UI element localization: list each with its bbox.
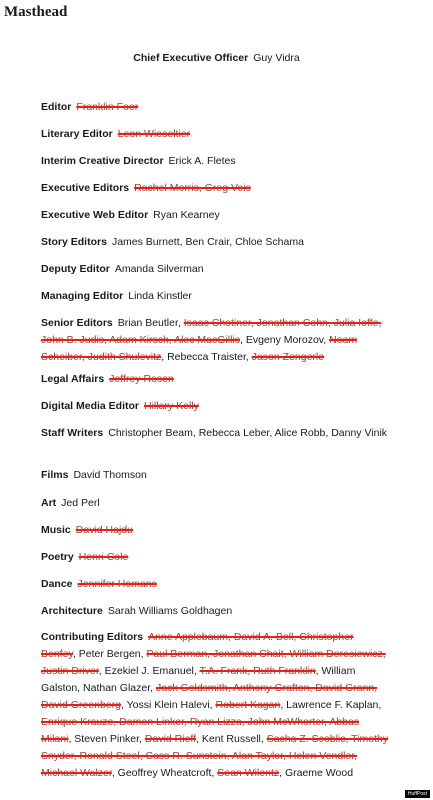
- entry-name: Brian Beutler,: [117, 317, 184, 329]
- entry-name: James Burnett, Ben Crair, Chloe Schama: [111, 236, 304, 248]
- struck-name: Isaac Chotiner, Jonathan Cohn, Julia Ioffe, John B. Judis, Adam Kirsch, Alec MacGillis: [41, 317, 382, 346]
- struck-name: Sean Wilentz: [217, 767, 280, 779]
- ceo-line: [0, 52, 433, 64]
- struck-name: T.A. Frank, Ruth Franklin: [199, 665, 316, 677]
- entry-role: Staff Writers: [41, 427, 104, 439]
- masthead-entry: [41, 467, 391, 484]
- struck-name: Enrique Krauze, Damon Linker, Ryan Lizza, John McWhorter, Abbas Milani: [41, 716, 360, 745]
- ceo-name: Guy Vidra: [253, 52, 300, 64]
- entry-name: , Geoffrey Wheatcroft,: [111, 767, 218, 779]
- entry-role: Legal Affairs: [41, 373, 105, 385]
- entry-name: , Kent Russell,: [196, 733, 267, 745]
- entry-name: , Peter Bergen,: [72, 648, 147, 660]
- masthead-entry: [41, 371, 391, 388]
- struck-name: Sacha Z. Scoblic, Timothy Snyder, Ronald Steel, Cass R. Sunstein, Alan Taylor, Helen Vendler, Michael Walzer: [41, 733, 389, 779]
- masthead-entry: [41, 522, 391, 539]
- masthead-entry: [41, 425, 391, 442]
- struck-name: Paul Berman, Jonathan Chait, William Deresiewicz, Justin Driver: [41, 648, 386, 677]
- struck-name: Jason Zengerle: [251, 351, 325, 363]
- entry-role: Contributing Editors: [41, 631, 144, 643]
- entry-role: Editor: [41, 101, 72, 113]
- masthead-entry: [41, 603, 391, 620]
- entry-name: , Graeme Wood: [279, 767, 354, 779]
- masthead-entry: [41, 495, 391, 512]
- entry-role: Senior Editors: [41, 317, 113, 329]
- entry-name: Ryan Kearney: [153, 209, 220, 221]
- struck-name: Leon Wieseltier: [117, 128, 191, 140]
- entry-role: Poetry: [41, 551, 74, 563]
- entry-name: Jed Perl: [61, 497, 100, 509]
- masthead-entry: [41, 234, 391, 251]
- masthead-entry: [41, 261, 391, 278]
- entry-name: , Yossi Klein Halevi,: [120, 699, 216, 711]
- masthead-entry: [41, 549, 391, 566]
- entry-name: , Lawrence F. Kaplan,: [280, 699, 382, 711]
- masthead-entry: [41, 153, 391, 170]
- entry-role: Executive Web Editor: [41, 209, 149, 221]
- masthead-entry: [41, 398, 391, 415]
- entry-name: , William Galston, Nathan Glazer,: [41, 665, 356, 694]
- struck-name: David Rieff: [144, 733, 197, 745]
- entry-role: Literary Editor: [41, 128, 113, 140]
- struck-name: Noam Scheiber, Judith Shulevitz: [41, 334, 358, 363]
- entry-name: , Rebecca Traister,: [161, 351, 252, 363]
- masthead-entry: [41, 126, 391, 143]
- entry-name: Sarah Williams Goldhagen: [107, 605, 233, 617]
- struck-name: Rachel Morris, Greg Veis: [134, 182, 251, 194]
- entry-role: Interim Creative Director: [41, 155, 164, 167]
- masthead-entry: [41, 99, 391, 116]
- masthead-entry: [41, 315, 391, 366]
- entry-role: Digital Media Editor: [41, 400, 140, 412]
- struck-name: Robert Kagan: [215, 699, 281, 711]
- entry-role: Deputy Editor: [41, 263, 110, 275]
- struck-name: Franklin Foer: [76, 101, 139, 113]
- struck-name: Jennifer Homans: [77, 578, 157, 590]
- entry-name: Erick A. Fletes: [168, 155, 236, 167]
- entry-name: Christopher Beam, Rebecca Leber, Alice Robb, Danny Vinik: [108, 427, 388, 439]
- entry-name: David Thomson: [73, 469, 147, 481]
- entry-role: Films: [41, 469, 69, 481]
- entry-name: , Ezekiel J. Emanuel,: [98, 665, 200, 677]
- masthead-entry: [41, 207, 391, 224]
- struck-name: Jack Goldsmith, Anthony Grafton, David Grann, David Greenberg: [41, 682, 378, 711]
- entry-name: , Steven Pinker,: [68, 733, 145, 745]
- entry-name: Linda Kinstler: [128, 290, 192, 302]
- masthead-entry: [41, 576, 391, 593]
- entry-role: Story Editors: [41, 236, 107, 248]
- entry-role: Managing Editor: [41, 290, 124, 302]
- page-title: Masthead: [4, 4, 68, 20]
- entry-name: , Evgeny Morozov,: [240, 334, 330, 346]
- struck-name: Anne Applebaum, David A. Bell, Christopher Benfey: [41, 631, 354, 660]
- entry-role: Music: [41, 524, 71, 536]
- entry-role: Art: [41, 497, 57, 509]
- struck-name: Henri Cole: [78, 551, 129, 563]
- entry-role: Architecture: [41, 605, 103, 617]
- struck-name: Jeffrey Rosen: [109, 373, 174, 385]
- entry-name: Amanda Silverman: [114, 263, 204, 275]
- entry-role: Dance: [41, 578, 73, 590]
- ceo-role: Chief Executive Officer: [133, 52, 249, 64]
- huffpost-badge: HuffPost: [405, 790, 430, 798]
- masthead-entry: [41, 629, 391, 782]
- masthead-entry: [41, 180, 391, 197]
- struck-name: David Hajdu: [75, 524, 133, 536]
- entry-role: Executive Editors: [41, 182, 130, 194]
- struck-name: Hillary Kelly: [144, 400, 199, 412]
- masthead-entry: [41, 288, 391, 305]
